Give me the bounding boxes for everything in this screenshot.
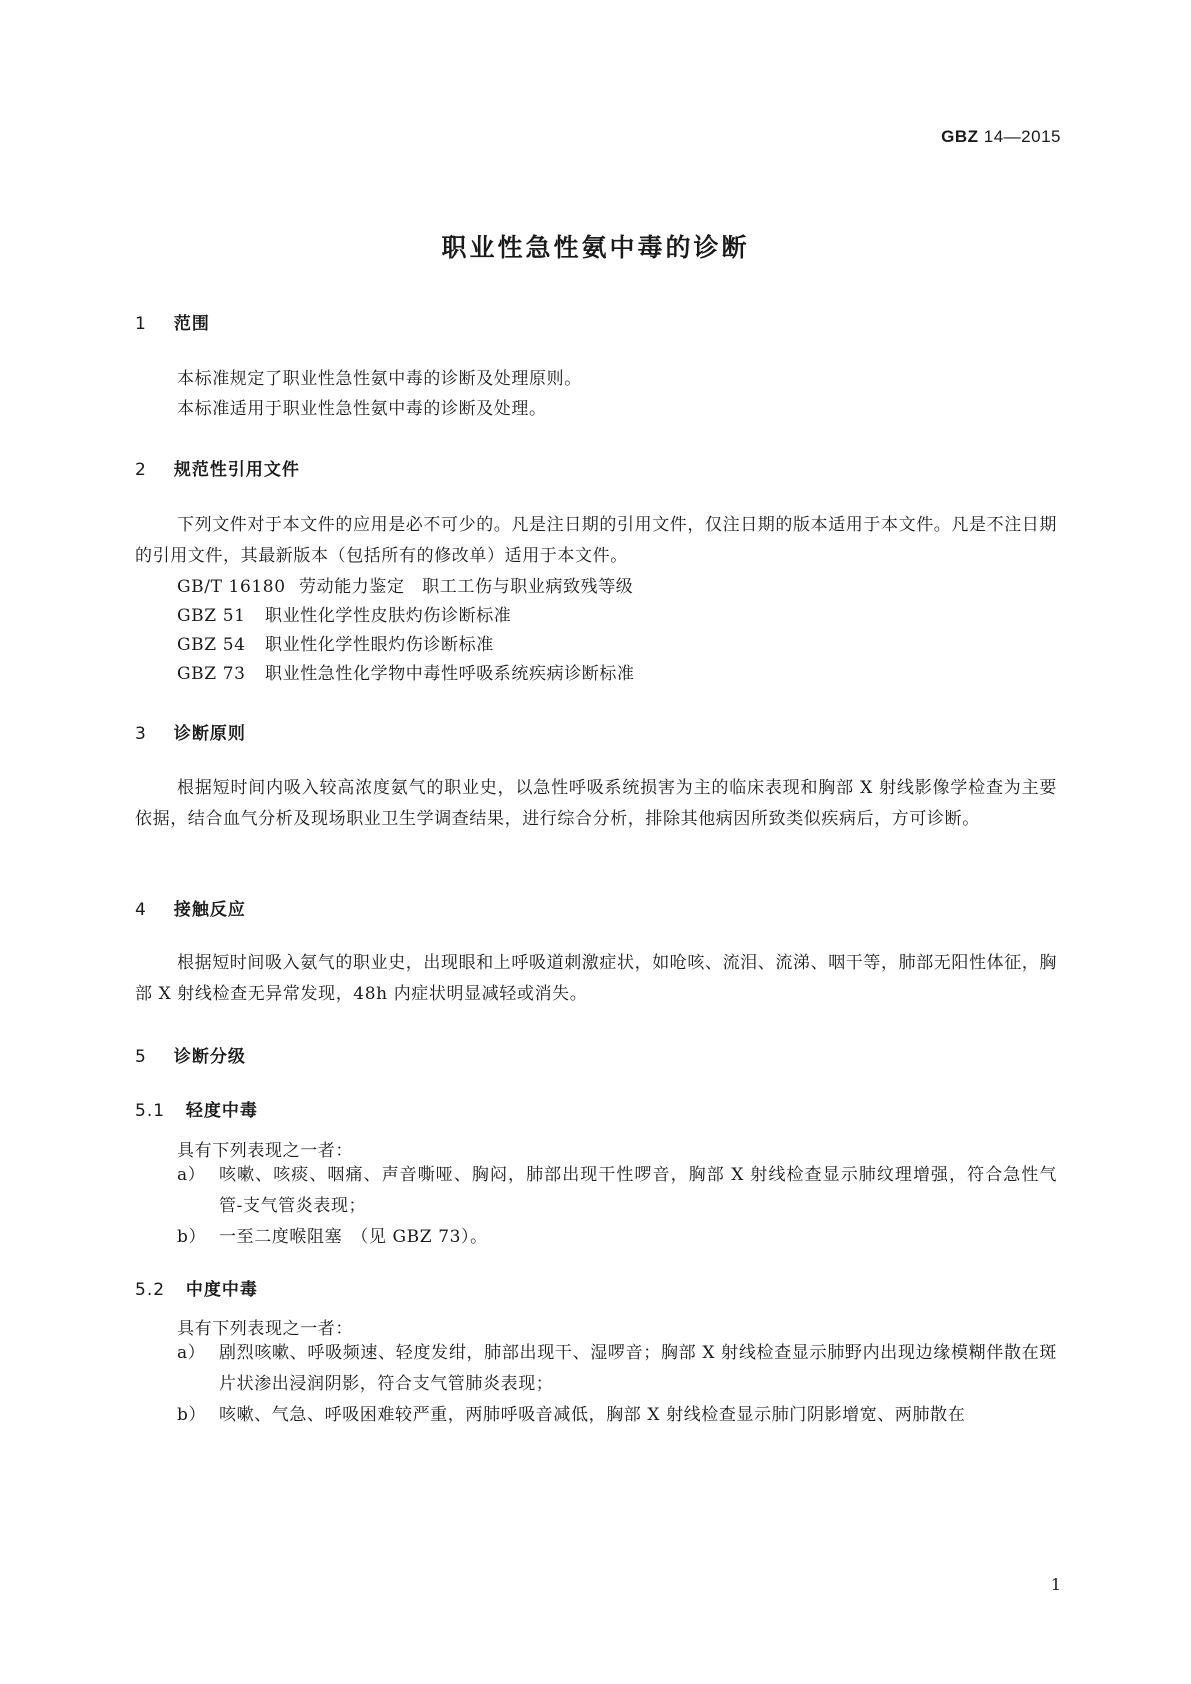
section-5-1-heading — [135, 1096, 258, 1121]
document-title: 职业性急性氨中毒的诊断 — [441, 233, 750, 262]
section-title: 规范性引用文件 — [173, 460, 300, 480]
section-title: 中度中毒 — [185, 1280, 258, 1300]
reference-item — [177, 572, 633, 597]
list-text: 剧烈咳嗽、呼吸频速、轻度发绀，肺部出现干、湿啰音；胸部 X 射线检查显示肺野内出现边缘模糊伴散在斑片状渗出浸润阴影，符合支气管肺炎表现； — [219, 1343, 1057, 1394]
standard-prefix: GBZ — [941, 127, 979, 146]
reference-item — [177, 630, 494, 655]
standard-number: 14—2015 — [983, 127, 1061, 146]
list-text: 一至二度喉阻塞 （见 GBZ 73）。 — [219, 1227, 488, 1247]
reference-code: GB/T 16180 — [177, 577, 286, 597]
reference-code: GBZ 73 — [177, 664, 246, 684]
reference-title: 职业性急性化学物中毒性呼吸系统疾病诊断标准 — [265, 664, 635, 684]
section-number: 4 — [135, 900, 147, 920]
section-number: 3 — [135, 724, 147, 744]
section-number: 5.1 — [135, 1101, 166, 1121]
reference-title: 职业性化学性眼灼伤诊断标准 — [265, 635, 494, 655]
section-1-para-1: 本标准规定了职业性急性氨中毒的诊断及处理原则。 — [177, 369, 582, 389]
list-marker: b） — [177, 1227, 207, 1247]
section-title: 诊断原则 — [173, 724, 246, 744]
list-item — [177, 1222, 1057, 1253]
list-marker: a） — [177, 1343, 206, 1363]
section-5-heading — [135, 1042, 246, 1067]
section-5-1-intro: 具有下列表现之一者： — [177, 1141, 353, 1161]
section-number: 2 — [135, 460, 147, 480]
section-1-heading — [135, 309, 210, 334]
list-marker: a） — [177, 1165, 206, 1185]
page-number: 1 — [1050, 1575, 1061, 1594]
section-4-text: 根据短时间吸入氨气的职业史，出现眼和上呼吸道刺激症状，如呛咳、流泪、流涕、咽干等，肺部无阳性体征，胸部 X 射线检查无异常发现，48h 内症状明显减轻或消失。 — [135, 953, 1057, 1004]
section-number: 5 — [135, 1047, 147, 1067]
section-5-2-intro: 具有下列表现之一者： — [177, 1319, 353, 1339]
reference-title: 职业性化学性皮肤灼伤诊断标准 — [265, 606, 512, 626]
standard-code — [941, 127, 1061, 147]
section-title: 诊断分级 — [173, 1047, 246, 1067]
section-3-heading — [135, 719, 246, 744]
section-title: 轻度中毒 — [185, 1101, 258, 1121]
list-item — [177, 1400, 1057, 1431]
reference-title: 劳动能力鉴定 职工工伤与职业病致残等级 — [299, 577, 634, 597]
section-title: 范围 — [173, 314, 210, 334]
list-text: 咳嗽、气急、呼吸困难较严重，两肺呼吸音减低，胸部 X 射线检查显示肺门阴影增宽、两肺散在 — [219, 1405, 966, 1425]
list-item — [177, 1338, 1057, 1400]
section-3-text: 根据短时间内吸入较高浓度氨气的职业史，以急性呼吸系统损害为主的临床表现和胸部 X 射线影像学检查为主要依据，结合血气分析及现场职业卫生学调查结果，进行综合分析，排除其他病因所致类似疾病后，方可诊断。 — [135, 778, 1057, 829]
section-4-heading — [135, 895, 246, 920]
reference-item — [177, 659, 635, 684]
section-number: 1 — [135, 314, 147, 334]
reference-code: GBZ 51 — [177, 606, 246, 626]
list-item — [177, 1160, 1057, 1222]
reference-code: GBZ 54 — [177, 635, 246, 655]
list-text: 咳嗽、咳痰、咽痛、声音嘶哑、胸闷，肺部出现干性啰音，胸部 X 射线检查显示肺纹理增强，符合急性气管-支气管炎表现； — [219, 1165, 1057, 1216]
section-2-intro: 下列文件对于本文件的应用是必不可少的。凡是注日期的引用文件，仅注日期的版本适用于本文件。凡是不注日期的引用文件，其最新版本（包括所有的修改单）适用于本文件。 — [135, 515, 1057, 566]
section-2-heading — [135, 455, 300, 480]
list-marker: b） — [177, 1405, 207, 1425]
section-1-para-2: 本标准适用于职业性急性氨中毒的诊断及处理。 — [177, 399, 547, 419]
section-5-2-heading — [135, 1275, 258, 1300]
section-number: 5.2 — [135, 1280, 166, 1300]
reference-item — [177, 601, 511, 626]
section-title: 接触反应 — [173, 900, 246, 920]
